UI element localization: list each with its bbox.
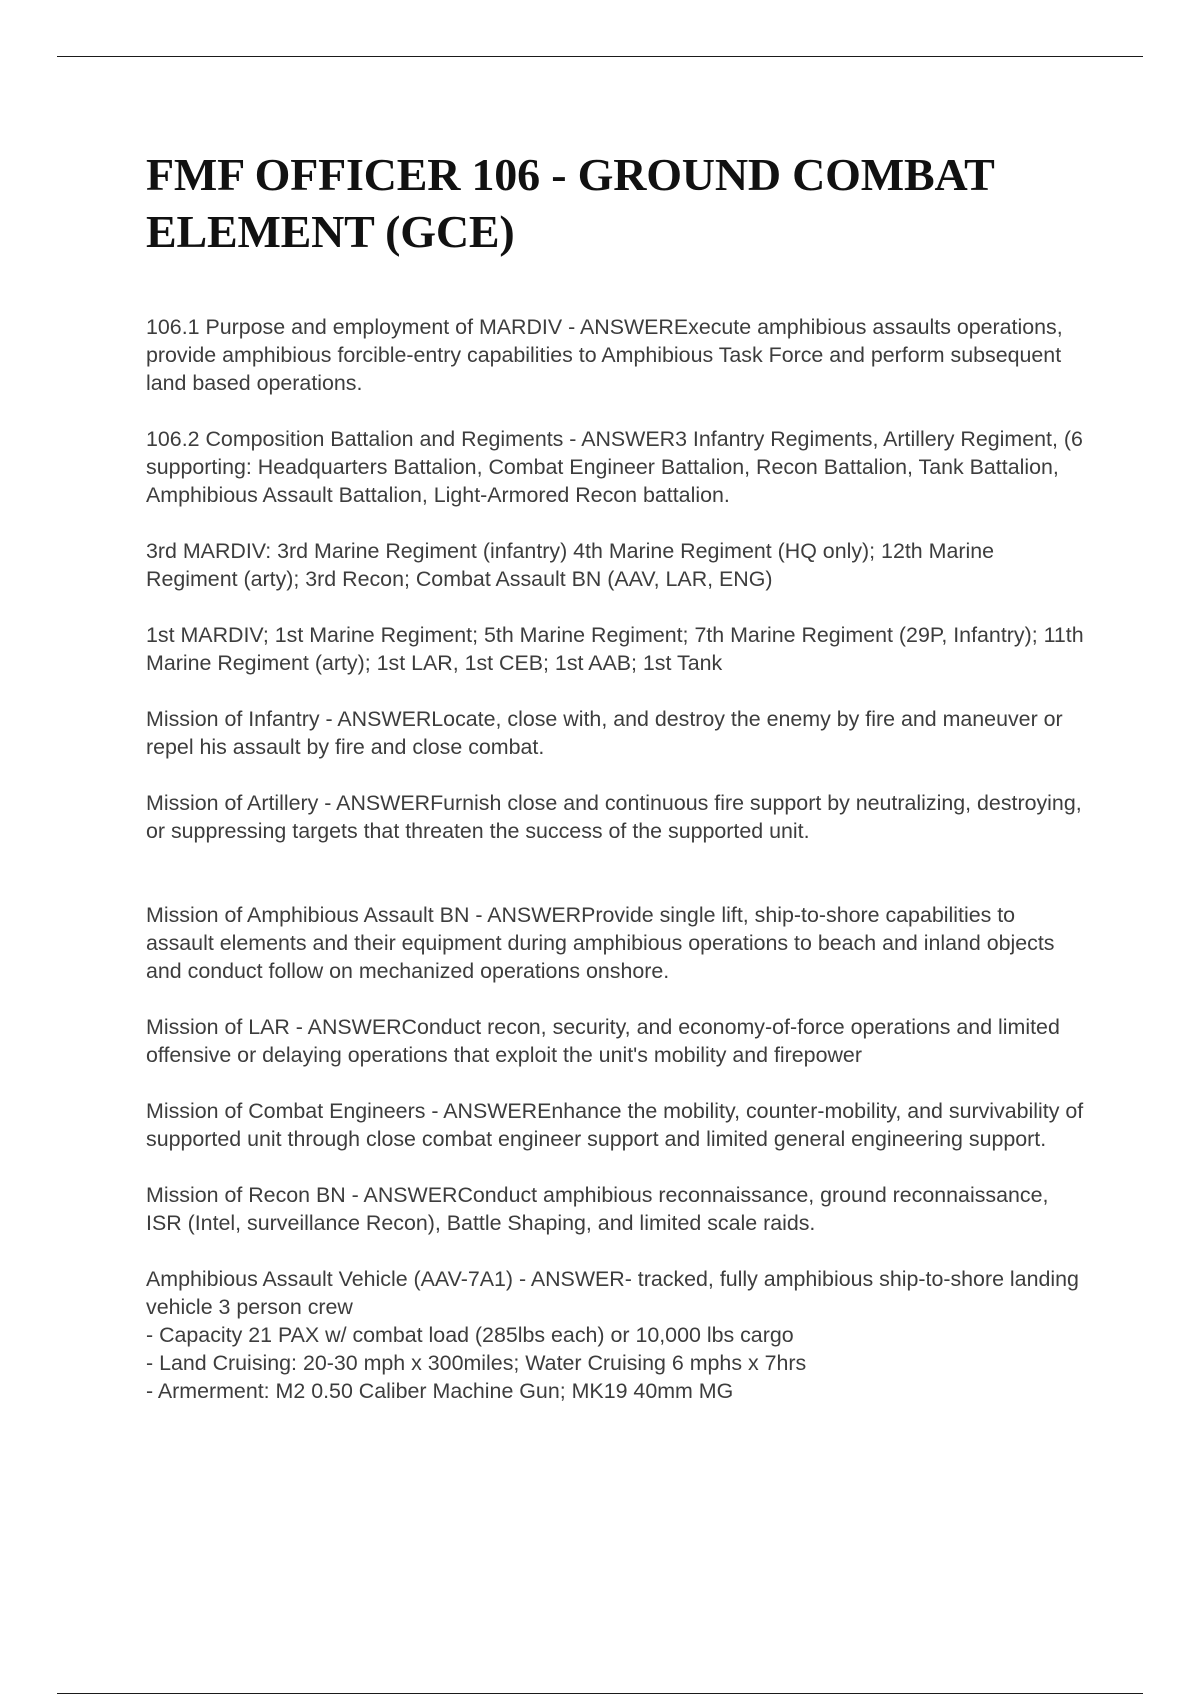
paragraph-mission-lar: Mission of LAR - ANSWERConduct recon, security, and economy-of-force operations and limited offensive or delaying operations that exploit the unit's mobility and firepower — [146, 1015, 1060, 1067]
top-divider — [57, 56, 1143, 57]
paragraph-106-1: 106.1 Purpose and employment of MARDIV - ANSWERExecute amphibious assaults operations, provide amphibious forcible-entry capabilities to Amphibious Task Force and perform subsequent land based operations. — [146, 315, 1063, 395]
paragraph-mission-combat-engineers: Mission of Combat Engineers - ANSWEREnhance the mobility, counter-mobility, and survivability of supported unit through close combat engineer support and limited general engineering support. — [146, 1099, 1084, 1151]
paragraph-3rd-mardiv: 3rd MARDIV: 3rd Marine Regiment (infantry) 4th Marine Regiment (HQ only); 12th Marine Regiment (arty); 3rd Recon; Combat Assault BN (AAV, LAR, ENG) — [146, 539, 995, 591]
paragraph-mission-infantry: Mission of Infantry - ANSWERLocate, close with, and destroy the enemy by fire and maneuver or repel his assault by fire and close combat. — [146, 707, 1063, 759]
paragraph-aav: Amphibious Assault Vehicle (AAV-7A1) - ANSWER- tracked, fully amphibious ship-to-shore landing vehicle 3 person crew - Capacity 21 PAX w/ combat load (285lbs each) or 10,000 lbs cargo - Land Cruising: 20-30 mph x 300miles; Water Cruising 6 mphs x 7hrs - Armerment: M2 0.50 Caliber Machine Gun; MK19 40mm MG — [146, 1267, 1079, 1403]
paragraph-mission-artillery: Mission of Artillery - ANSWERFurnish close and continuous fire support by neutralizing, destroying, or suppressing targets that threaten the success of the supported unit. — [146, 791, 1082, 843]
document-body — [146, 313, 1086, 1405]
paragraph-mission-amphibious-assault: Mission of Amphibious Assault BN - ANSWERProvide single lift, ship-to-shore capabilities to assault elements and their equipment during amphibious operations to beach and inland objects and conduct follow on mechanized operations onshore. — [146, 903, 1055, 983]
paragraph-mission-recon: Mission of Recon BN - ANSWERConduct amphibious reconnaissance, ground reconnaissance, ISR (Intel, surveillance Recon), Battle Shaping, and limited scale raids. — [146, 1183, 1049, 1235]
paragraph-106-2: 106.2 Composition Battalion and Regiments - ANSWER3 Infantry Regiments, Artillery Regiment, (6 supporting: Headquarters Battalion, Combat Engineer Battalion, Recon Battalion, Tank Battalion, Amphibious Assault Battalion, Light-Armored Recon battalion. — [146, 427, 1083, 507]
paragraph-1st-mardiv: 1st MARDIV; 1st Marine Regiment; 5th Marine Regiment; 7th Marine Regiment (29P, Infantry); 11th Marine Regiment (arty); 1st LAR, 1st CEB; 1st AAB; 1st Tank — [146, 623, 1084, 675]
bottom-divider — [57, 1693, 1143, 1694]
document-title: FMF OFFICER 106 - GROUND COMBAT ELEMENT (GCE) — [146, 149, 994, 257]
